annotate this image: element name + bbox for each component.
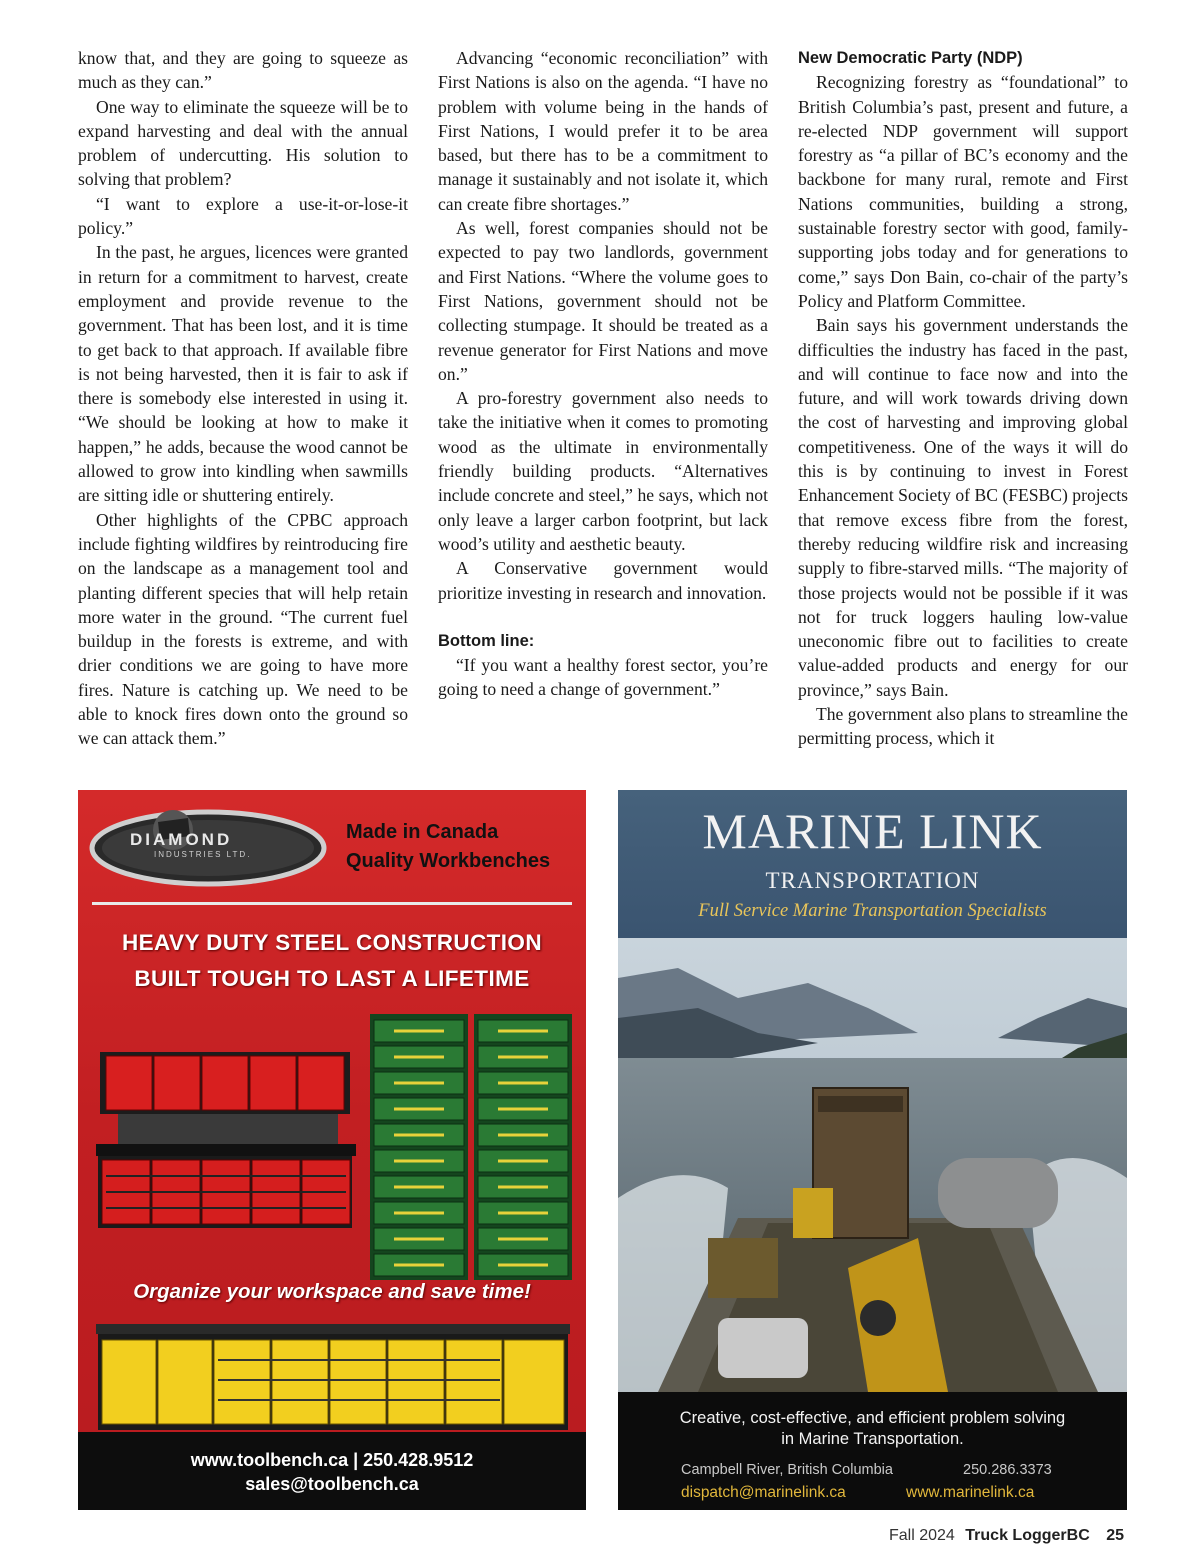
ad-headline-1: HEAVY DUTY STEEL CONSTRUCTION: [122, 930, 542, 955]
logo-subtext: INDUSTRIES LTD.: [154, 850, 252, 859]
paragraph: Recognizing forestry as “foundational” to British Columbia’s past, present and future, a re-elected NDP government will support forestry as “a pillar of BC’s economy and the backbone for many rural, remote and First Nations communities, building a strong, sustainable forestry sector with good, family-supporting jobs today and for generations to come,” says Don Bain, co-chair of the party’s Policy and Platform Committee.: [798, 72, 1128, 311]
marinelink-advertisement[interactable]: [618, 790, 1127, 1510]
red-workbench-image: [96, 1052, 356, 1228]
article-column-1: [78, 46, 408, 751]
company-location: Campbell River, British Columbia: [681, 1462, 893, 1478]
tagline-line-1: Made in Canada: [346, 821, 499, 843]
page-folio: [889, 1527, 1124, 1545]
contact-email[interactable]: sales@toolbench.ca: [245, 1474, 419, 1494]
paragraph: As well, forest companies should not be expected to pay two landlords, government and First Nations. “Where the volume goes to First Nations, government should not be collecting stumpage. It should be treated as a revenue generator for First Nations and move on.”: [438, 218, 768, 384]
brand-subtitle: TRANSPORTATION: [765, 868, 980, 893]
workbench-artwork: [78, 790, 586, 1510]
brand-name: MARINE LINK: [702, 803, 1043, 859]
issue-label: Fall 2024: [889, 1527, 955, 1544]
company-website[interactable]: www.marinelink.ca: [906, 1484, 1035, 1501]
logo-text: DIAMOND: [130, 830, 233, 849]
ad-tagline: [346, 818, 550, 876]
article-column-2: [438, 46, 768, 702]
paragraph: A pro-forestry government also needs to take the initiative when it comes to promoting wood as the ultimate in environmentally friendly building products. “Alternatives include concrete and steel,” he says, which not only leave a larger carbon footprint, but lack wood’s utility and aesthetic beauty.: [438, 388, 768, 554]
company-phone[interactable]: 250.286.3373: [963, 1462, 1052, 1478]
footer-tagline: [618, 1408, 1127, 1450]
article-column-3: [798, 46, 1128, 751]
ad-contact-bar[interactable]: [78, 1432, 586, 1510]
paragraph: A Conservative government would prioritize investing in research and innovation.: [438, 558, 768, 603]
paragraph: know that, and they are going to squeeze as much as they can.”: [78, 48, 408, 93]
section-heading: Bottom line:: [438, 631, 535, 650]
paragraph: Advancing “economic reconciliation” with First Nations is also on the agenda. “I have no problem with volume being in the hands of First Nations, I would prefer it to be area based, but there has to be a commitment to manage it sustainably and not isolate it, which can create fibre shortages.”: [438, 48, 768, 214]
yellow-workbench-image: [96, 1324, 570, 1430]
paragraph: Other highlights of the CPBC approach include fighting wildfires by reintroducing fire on the landscape as a management tool and planting different species that will help retain more water in the ground. “The current fuel buildup in the forests is extreme, and with drier conditions we are going to have more fires. Nature is catching up. We need to be able to knock fires down onto the ground so we can attack them.”: [78, 509, 408, 749]
page-number: 25: [1106, 1527, 1124, 1544]
tagline-line-2: in Marine Transportation.: [781, 1430, 964, 1448]
paragraph: “If you want a healthy forest sector, you’re going to need a change of government.”: [438, 655, 768, 700]
contact-web-phone[interactable]: www.toolbench.ca | 250.428.9512: [190, 1450, 474, 1470]
brand-script-tagline: Full Service Marine Transportation Specialists: [698, 901, 1047, 921]
barge-photo: [618, 938, 1127, 1392]
green-cabinet-image: [370, 1014, 572, 1280]
toolbench-advertisement[interactable]: [78, 790, 586, 1510]
tagline-line-1: Creative, cost-effective, and efficient problem solving: [679, 1409, 1066, 1427]
paragraph: In the past, he argues, licences were granted in return for a commitment to harvest, create employment and provide revenue to the government. That has been lost, and it is time to get back to that approach. If available fibre is not being harvested, then it is fair to ask if there is somebody else interested in using it. “We should be looking at how to make it happen,” he adds, because the wood cannot be allowed to grow into kindling when sawmills are sitting idle or shuttering entirely.: [78, 242, 408, 506]
company-email[interactable]: dispatch@marinelink.ca: [681, 1484, 846, 1501]
section-heading: New Democratic Party (NDP): [798, 49, 1023, 67]
divider: [92, 902, 572, 905]
magazine-name: Truck LoggerBC: [965, 1527, 1090, 1544]
paragraph: Bain says his government understands the difficulties the industry has faced in the past, and will continue to face now and into the future, and will work towards driving down the cost of harvesting and improving global competitiveness. One of the ways it will do this is by continuing to invest in Forest Enhancement Society of BC (FESBC) projects that remove excess fibre from the forest, thereby reducing wildfire risk and increasing supply to fibre-starved mills. “The majority of those projects would not be possible if it was not for truck loggers hauling low-value uneconomic fibre out to facilities to create value-added products and energy for our province,” says Bain.: [798, 315, 1128, 700]
ad-slogan: Organize your workspace and save time!: [133, 1280, 531, 1303]
diamond-logo: [92, 808, 322, 878]
tagline-line-2: Quality Workbenches: [346, 850, 551, 872]
paragraph: The government also plans to streamline the permitting process, which it: [798, 704, 1128, 749]
paragraph: One way to eliminate the squeeze will be to expand harvesting and deal with the annual problem of undercutting. His solution to solving that problem?: [78, 96, 408, 190]
ad-footer: [618, 1392, 1127, 1510]
ad-headline-2: BUILT TOUGH TO LAST A LIFETIME: [134, 966, 530, 991]
paragraph: “I want to explore a use-it-or-lose-it policy.”: [78, 193, 408, 239]
